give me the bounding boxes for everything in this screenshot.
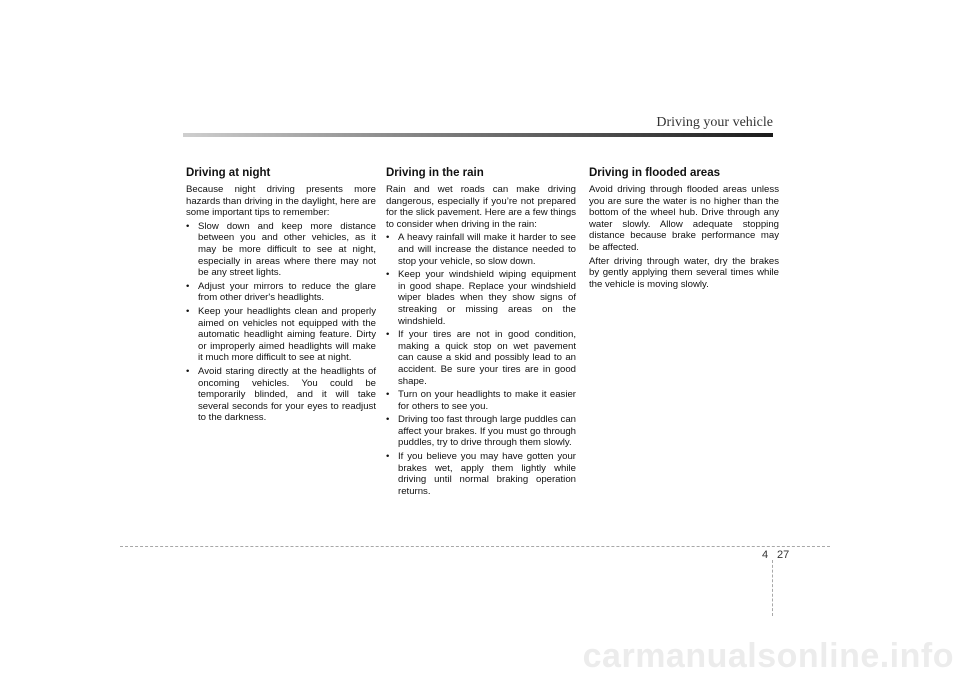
- section-intro: Because night driving presents more hazards than driving in the daylight, here are some important tips to remember:: [186, 184, 376, 219]
- list-item: [186, 306, 376, 364]
- list-item-text: If you believe you may have gotten your brakes wet, apply them lightly while driving until normal braking operation returns.: [398, 451, 576, 497]
- bullet-icon: •: [386, 389, 390, 401]
- tips-list: [186, 221, 376, 424]
- section-driving-in-flooded-areas: [589, 166, 779, 292]
- list-item: [386, 451, 576, 497]
- bullet-icon: •: [386, 232, 390, 244]
- bullet-icon: •: [386, 329, 390, 341]
- page-number-divider: [772, 560, 773, 616]
- watermark-text: carmanualsonline.info: [582, 637, 954, 675]
- list-item: [386, 232, 576, 267]
- list-item: [386, 414, 576, 449]
- footer-divider: [120, 546, 830, 547]
- page-number: 27: [777, 549, 790, 561]
- section-driving-in-the-rain: [386, 166, 576, 499]
- list-item: [386, 269, 576, 327]
- list-item-text: Avoid staring directly at the headlights of oncoming vehicles. You could be temporarily blinded, and it will take several seconds for your eyes to readjust to the darkness.: [198, 365, 376, 424]
- list-item-text: Turn on your headlights to make it easier for others to see you.: [398, 389, 576, 412]
- bullet-icon: •: [386, 451, 390, 463]
- bullet-icon: •: [186, 305, 190, 317]
- section-heading: Driving in the rain: [386, 167, 484, 179]
- list-item-text: Driving too fast through large puddles can affect your brakes. If you must go through puddles, try to drive through them slowly.: [398, 414, 576, 449]
- section-paragraph: After driving through water, dry the brakes by gently applying them several times while the vehicle is moving slowly.: [589, 255, 779, 290]
- list-item-text: Slow down and keep more distance between you and other vehicles, as it may be more difficult to see at night, especially in areas where there may not be any street lights.: [198, 220, 376, 279]
- list-item-text: If your tires are not in good condition, making a quick stop on wet pavement can cause a skid and possibly lead to an accident. Be sure your tires are in good shape.: [398, 329, 576, 387]
- section-intro: Rain and wet roads can make driving dangerous, especially if you’re not prepared for the slick pavement. Here are a few things to consider when driving in the rain:: [386, 184, 576, 230]
- list-item-text: Adjust your mirrors to reduce the glare from other driver's headlights.: [198, 280, 376, 304]
- section-heading: Driving at night: [186, 167, 271, 179]
- list-item-text: A heavy rainfall will make it harder to see and will increase the distance needed to stop your vehicle, so slow down.: [398, 232, 576, 267]
- bullet-icon: •: [186, 220, 190, 232]
- section-driving-at-night: [186, 166, 376, 426]
- bullet-icon: •: [386, 269, 390, 281]
- tips-list: [386, 232, 576, 497]
- list-item: [186, 366, 376, 424]
- section-heading: Driving in flooded areas: [589, 167, 720, 179]
- list-item: [386, 389, 576, 412]
- chapter-number: 4: [762, 549, 769, 561]
- list-item: [386, 329, 576, 387]
- header-divider: [183, 133, 773, 137]
- list-item-text: Keep your windshield wiping equipment in good shape. Replace your windshield wiper blades when they show signs of streaking or missing areas on the windshield.: [398, 269, 576, 327]
- page-header-title: Driving your vehicle: [656, 115, 773, 130]
- list-item: [186, 221, 376, 279]
- section-paragraph: Avoid driving through flooded areas unless you are sure the water is no higher than the bottom of the wheel hub. Drive through any water slowly. Allow adequate stopping distance because brake performance may be affected.: [589, 184, 779, 253]
- list-item-text: Keep your headlights clean and properly aimed on vehicles not equipped with the automatic headlight aiming feature. Dirty or improperly aimed headlights will make it much more difficult to see at night.: [198, 305, 376, 364]
- bullet-icon: •: [186, 280, 190, 292]
- list-item: [186, 281, 376, 304]
- bullet-icon: •: [186, 365, 190, 377]
- bullet-icon: •: [386, 414, 390, 426]
